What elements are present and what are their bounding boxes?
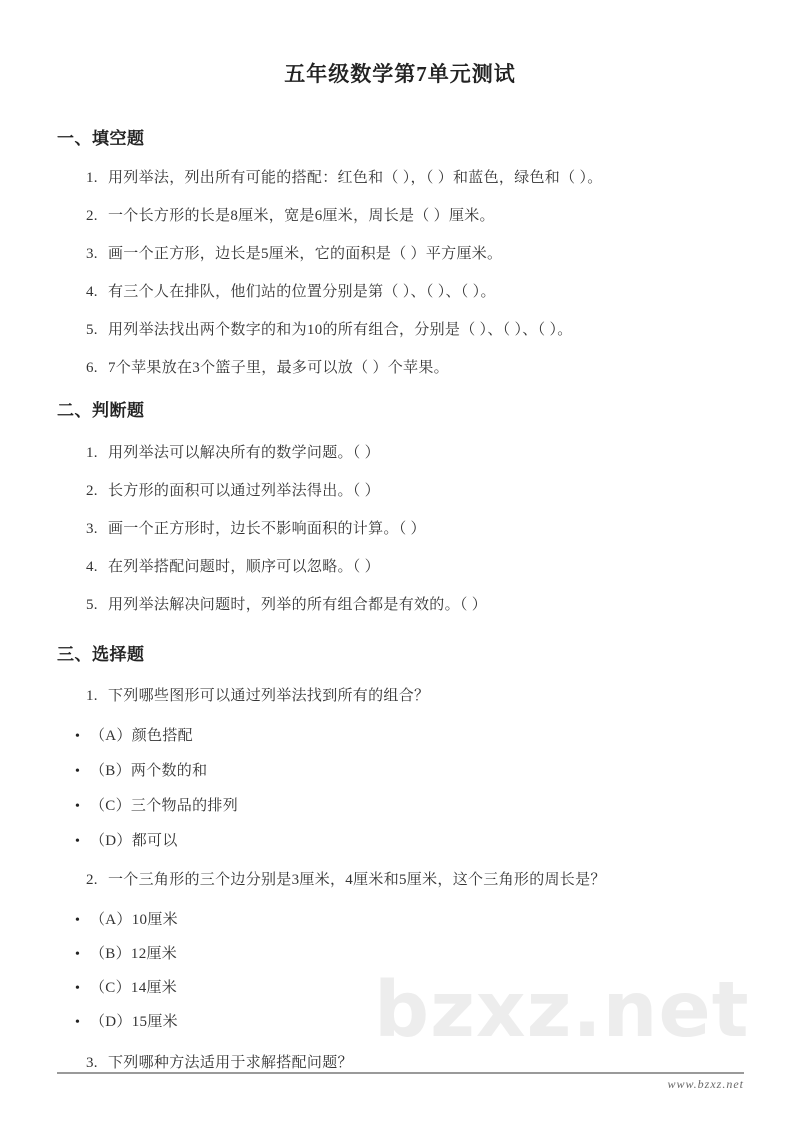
option-text: （C）14厘米 [90, 980, 178, 996]
option-text: （A）10厘米 [90, 912, 178, 928]
item-text: 用列举法解决问题时，列举的所有组合都是有效的。（ ） [108, 597, 488, 613]
question-text: 一个三角形的三个边分别是3厘米，4厘米和5厘米，这个三角形的周长是？ [108, 872, 606, 888]
item-number: 2. [86, 483, 98, 499]
item-number: 5. [86, 597, 98, 613]
fill-item [86, 244, 800, 264]
question-text: 下列哪些图形可以通过列举法找到所有的组合？ [108, 688, 430, 704]
option-text: （C）三个物品的排列 [90, 798, 239, 814]
item-text: 用列举法，列出所有可能的搭配：红色和（ ），（ ）和蓝色，绿色和（ ）。 [108, 170, 603, 186]
option-text: （D）都可以 [90, 833, 178, 849]
fill-item [86, 206, 800, 226]
bullet-icon [75, 910, 90, 931]
option-item [75, 1012, 800, 1033]
item-text: 长方形的面积可以通过列举法得出。（ ） [108, 483, 380, 499]
item-number: 4. [86, 284, 98, 300]
item-text: 用列举法找出两个数字的和为10的所有组合，分别是（ ）、（ ）、（ ）。 [108, 322, 573, 338]
item-number: 3. [86, 246, 98, 262]
choice-question-3 [86, 1053, 800, 1073]
fill-item [86, 282, 800, 302]
option-text: （B）两个数的和 [90, 763, 208, 779]
item-text: 画一个正方形时，边长不影响面积的计算。（ ） [108, 521, 426, 537]
option-item [75, 761, 800, 782]
page-title: 五年级数学第7单元测试 [284, 62, 516, 86]
option-item [75, 796, 800, 817]
judge-item [86, 595, 800, 615]
question-number: 2. [86, 872, 98, 888]
page-footer [57, 1072, 744, 1092]
item-text: 有三个人在排队，他们站的位置分别是第（ ）、（ ）、（ ）。 [108, 284, 496, 300]
fill-item [86, 358, 800, 378]
option-text: （B）12厘米 [90, 946, 178, 962]
section-heading-choice: 三、选择题 [57, 645, 145, 664]
item-number: 2. [86, 208, 98, 224]
bullet-icon [75, 761, 90, 782]
option-item [75, 944, 800, 965]
bullet-icon [75, 796, 90, 817]
item-number: 1. [86, 170, 98, 186]
item-number: 4. [86, 559, 98, 575]
judge-item [86, 557, 800, 577]
option-item [75, 978, 800, 999]
judge-item-list [0, 443, 800, 615]
footer-url: www.bzxz.net [667, 1077, 744, 1091]
fill-item [86, 168, 800, 188]
option-item [75, 910, 800, 931]
option-item [75, 726, 800, 747]
section-heading-judge: 二、判断题 [57, 401, 145, 420]
fill-item-list [0, 168, 800, 378]
question-text: 下列哪种方法适用于求解搭配问题？ [108, 1055, 353, 1071]
judge-item [86, 443, 800, 463]
item-number: 1. [86, 445, 98, 461]
section-heading-fill: 一、填空题 [57, 129, 145, 148]
choice-question-1 [86, 686, 800, 706]
choice-question-1-options [0, 726, 800, 852]
bullet-icon [75, 944, 90, 965]
bullet-icon [75, 726, 90, 747]
option-text: （A）颜色搭配 [90, 728, 193, 744]
item-number: 5. [86, 322, 98, 338]
item-number: 3. [86, 521, 98, 537]
bullet-icon [75, 978, 90, 999]
judge-item [86, 519, 800, 539]
item-number: 6. [86, 360, 98, 376]
item-text: 7个苹果放在3个篮子里，最多可以放（ ）个苹果。 [108, 360, 449, 376]
bullet-icon [75, 1012, 90, 1033]
question-number: 3. [86, 1055, 98, 1071]
watermark: bzxz.net [374, 966, 750, 1055]
bullet-icon [75, 831, 90, 852]
choice-question-2-options [0, 910, 800, 1033]
item-text: 用列举法可以解决所有的数学问题。（ ） [108, 445, 380, 461]
fill-item [86, 320, 800, 340]
option-text: （D）15厘米 [90, 1014, 178, 1030]
item-text: 画一个正方形，边长是5厘米，它的面积是（ ）平方厘米。 [108, 246, 503, 262]
item-text: 在列举搭配问题时，顺序可以忽略。（ ） [108, 559, 380, 575]
item-text: 一个长方形的长是8厘米，宽是6厘米，周长是（ ）厘米。 [108, 208, 495, 224]
option-item [75, 831, 800, 852]
judge-item [86, 481, 800, 501]
choice-question-2 [86, 870, 800, 890]
question-number: 1. [86, 688, 98, 704]
